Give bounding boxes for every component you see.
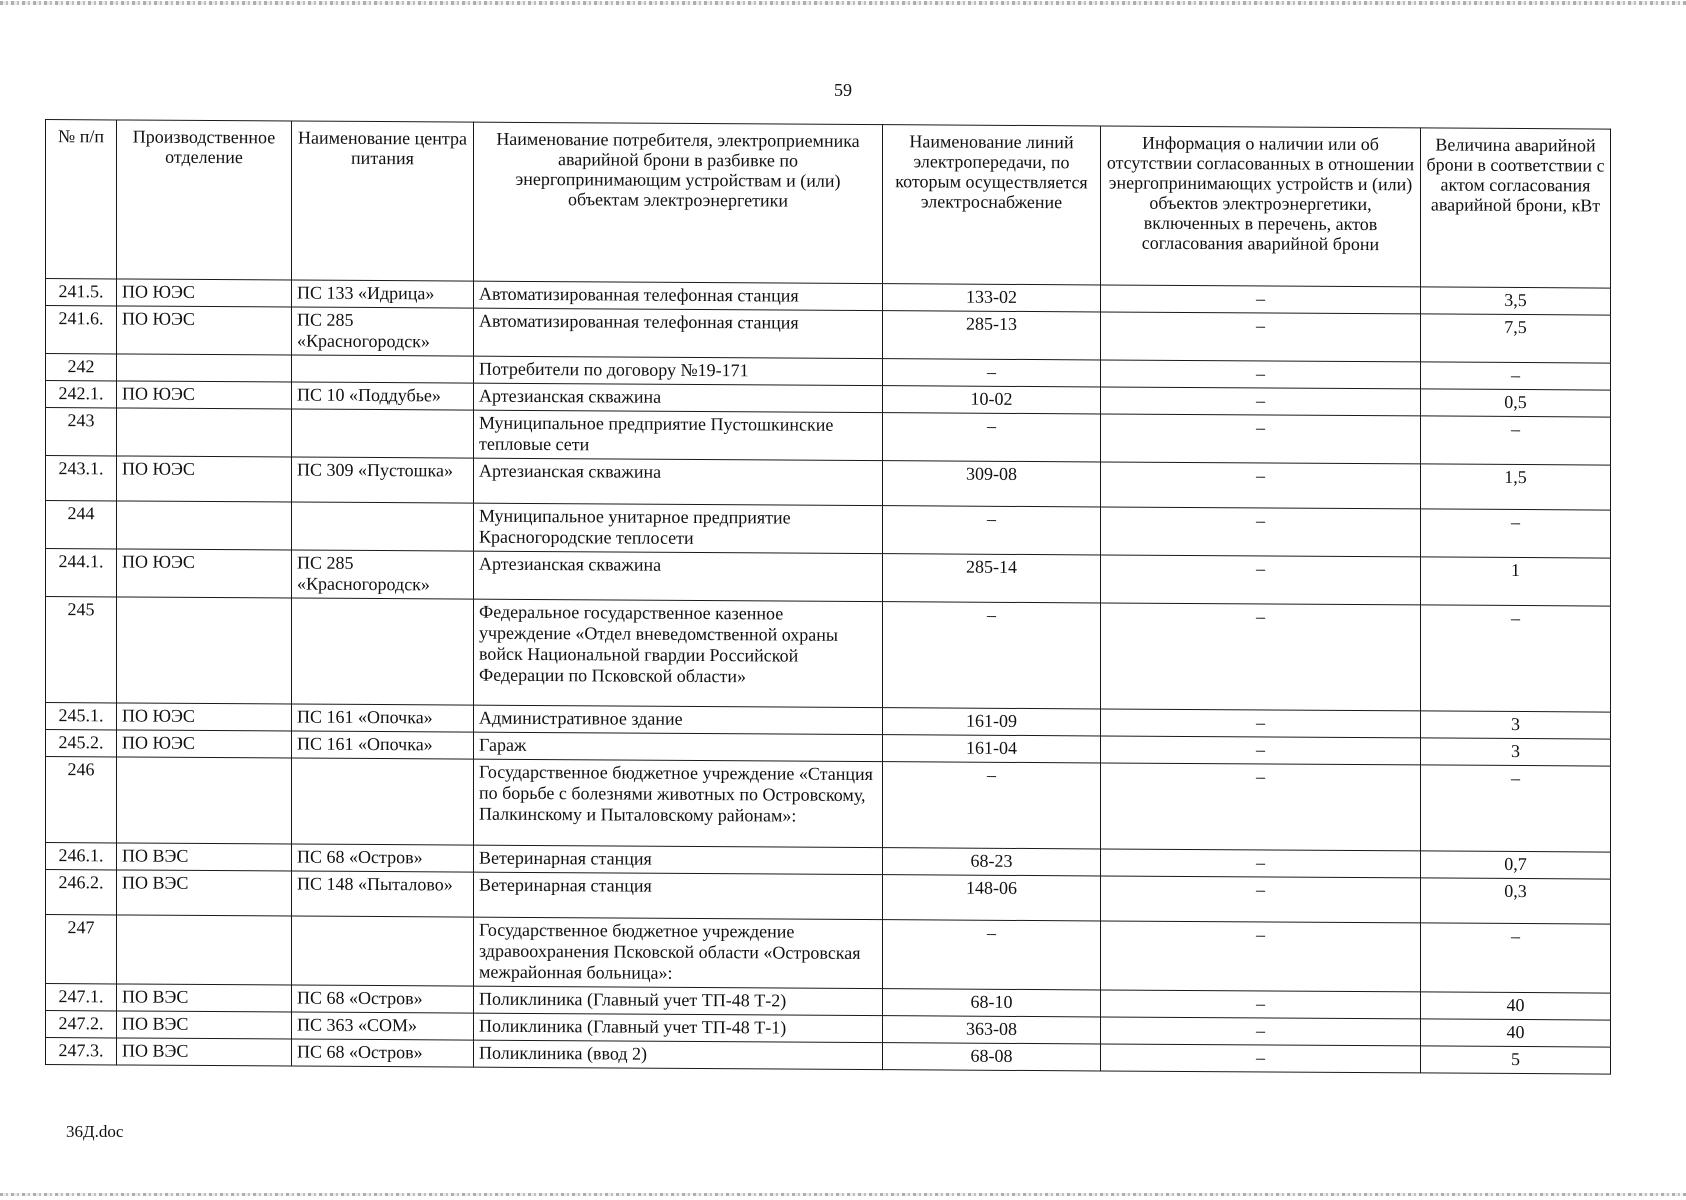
cell-num: 247.3. [46,1038,117,1065]
cell-dept: ПО ЮЭС [117,381,292,409]
cell-consumer: Государственное бюджетное учреждение здравоохранения Псковской области «Островская межрайонная больница»: [474,917,883,988]
cell-dept: ПО ЮЭС [117,703,292,731]
cell-consumer: Автоматизированная телефонная станция [474,308,883,358]
scan-bottom-edge [0,1193,1686,1196]
header-consumer: Наименование потребителя, электроприемника аварийной брони в разбивке по энергопринимающим устройствам и (или) объектам электроэнергетики [474,122,883,283]
cell-kw: 7,5 [1421,314,1611,363]
cell-consumer: Муниципальное унитарное предприятие Красногородские теплосети [474,503,883,553]
cell-center [292,598,474,705]
cell-info: – [1101,360,1421,389]
cell-dept [117,501,292,550]
cell-consumer: Поликлиника (Главный учет ТП-48 Т-1) [474,1013,883,1042]
cell-dept: ПО ВЭС [117,1011,292,1039]
cell-num: 241.5. [46,279,117,306]
cell-info: – [1101,709,1421,738]
cell-consumer: Муниципальное предприятие Пустошкинские тепловые сети [474,410,883,460]
cell-line: – [883,602,1101,709]
cell-center: ПС 68 «Остров» [292,985,474,1013]
cell-num: 242 [46,354,117,381]
cell-kw: 40 [1421,1019,1611,1047]
cell-center [292,355,474,383]
cell-num: 243 [46,408,117,456]
cell-info: – [1101,921,1421,992]
cell-dept: ПО ВЭС [117,1038,292,1066]
cell-consumer: Поликлиника (Главный учет ТП-48 Т-2) [474,986,883,1015]
cell-dept: ПО ВЭС [117,984,292,1012]
cell-center: ПС 68 «Остров» [292,1039,474,1067]
cell-consumer: Потребители по договору №19-171 [474,356,883,385]
cell-line: 363-08 [883,1016,1101,1044]
cell-num: 246.2. [46,870,117,915]
cell-info: – [1101,876,1421,923]
cell-kw: 3,5 [1421,287,1611,315]
cell-num: 244.1. [46,549,117,597]
cell-line: – [883,413,1101,462]
cell-consumer: Артезианская скважина [474,458,883,505]
cell-line: – [883,506,1101,555]
cell-dept [117,915,292,985]
cell-center: ПС 148 «Пыталово» [292,871,474,917]
cell-line: 309-08 [883,461,1101,507]
cell-center: ПС 285 «Красногородск» [292,307,474,356]
page-number: 59 [834,80,852,100]
cell-line: – [883,359,1101,387]
cell-kw: – [1421,923,1611,993]
cell-kw: 0,5 [1421,389,1611,417]
cell-num: 246.1. [46,843,117,870]
scan-top-edge [0,1,1686,5]
cell-info: – [1101,414,1421,464]
cell-info: – [1101,462,1421,509]
footer-filename: 36Д.doc [66,1122,124,1141]
cell-center [292,409,474,458]
cell-info: – [1101,387,1421,416]
table-row [46,757,1611,853]
cell-line: 68-08 [883,1043,1101,1071]
cell-num: 247 [46,915,117,984]
cell-dept: ПО ЮЭС [117,279,292,307]
cell-num: 247.1. [46,984,117,1011]
cell-center [292,758,474,845]
cell-consumer: Поликлиника (ввод 2) [474,1040,883,1069]
cell-kw: 1,5 [1421,464,1611,510]
cell-num: 243.1. [46,456,117,501]
cell-consumer: Гараж [474,732,883,761]
cell-center [292,916,474,986]
cell-kw: 0,3 [1421,878,1611,924]
header-num: № п/п [46,120,117,279]
cell-consumer: Федеральное государственное казенное учреждение «Отдел вневедомственной охраны войск Национальной гвардии Российской Федерации по Псковской области» [474,599,883,707]
cell-center [292,502,474,551]
cell-consumer: Автоматизированная телефонная станция [474,281,883,310]
cell-kw: – [1421,765,1611,852]
cell-line: 161-04 [883,735,1101,763]
cell-line: 148-06 [883,875,1101,921]
cell-info: – [1101,285,1421,314]
header-kw: Величина аварийной брони в соответствии с актом согласования аварийной брони, кВт [1421,128,1611,288]
cell-num: 244 [46,501,117,549]
cell-info: – [1101,555,1421,605]
table-body [46,279,1611,1075]
cell-info: – [1101,312,1421,362]
cell-num: 246 [46,757,117,843]
cell-line: 68-23 [883,848,1101,876]
emergency-reserve-table [45,119,1611,1075]
cell-kw: – [1421,605,1611,712]
cell-center: ПС 161 «Опочка» [292,731,474,759]
cell-consumer: Государственное бюджетное учреждение «Станция по борьбе с болезнями животных по Островскому, Палкинскому и Пыталовскому районам»: [474,759,883,847]
cell-center: ПС 161 «Опочка» [292,704,474,732]
cell-line: 285-14 [883,554,1101,603]
cell-line: 10-02 [883,386,1101,414]
cell-line: 133-02 [883,284,1101,312]
cell-center: ПС 133 «Идрица» [292,280,474,308]
table-header [46,120,1611,289]
cell-info: – [1101,507,1421,557]
cell-dept: ПО ВЭС [117,843,292,871]
cell-dept [117,597,292,704]
cell-line: – [883,920,1101,990]
cell-dept: ПО ЮЭС [117,730,292,758]
cell-kw: 5 [1421,1046,1611,1074]
cell-dept: ПО ВЭС [117,870,292,916]
cell-kw: 1 [1421,557,1611,606]
cell-consumer: Артезианская скважина [474,383,883,412]
header-line: Наименование линий электропередачи, по которым осуществляется электроснабжение [883,125,1101,285]
header-info: Информация о наличии или об отсутствии согласованных в отношении энергопринимающих устройств и (или) объектов электроэнергетики, включенных в перечень, актов согласования аварийной брони [1101,126,1421,287]
cell-num: 241.6. [46,306,117,354]
header-row [46,120,1611,289]
cell-info: – [1101,736,1421,765]
cell-kw: – [1421,362,1611,390]
cell-consumer: Ветеринарная станция [474,845,883,874]
cell-info: – [1101,603,1421,711]
cell-line: 285-13 [883,311,1101,360]
cell-dept: ПО ЮЭС [117,456,292,502]
cell-info: – [1101,1017,1421,1046]
cell-dept [117,354,292,382]
cell-kw: – [1421,509,1611,558]
cell-info: – [1101,763,1421,851]
cell-kw: 3 [1421,738,1611,766]
table-row [46,597,1611,713]
cell-info: – [1101,990,1421,1019]
table-row [46,915,1611,994]
cell-consumer: Артезианская скважина [474,551,883,601]
cell-num: 245.1. [46,703,117,730]
cell-line: 68-10 [883,989,1101,1017]
cell-dept [117,408,292,457]
cell-center: ПС 10 «Поддубье» [292,382,474,410]
header-dept: Производственное отделение [117,120,292,280]
cell-kw: 0,7 [1421,851,1611,879]
cell-num: 247.2. [46,1011,117,1038]
cell-line: – [883,762,1101,849]
cell-center: ПС 68 «Остров» [292,844,474,872]
header-center: Наименование центра питания [292,121,474,281]
cell-kw: – [1421,416,1611,465]
cell-consumer: Административное здание [474,705,883,734]
cell-center: ПС 309 «Пустошка» [292,457,474,503]
cell-info: – [1101,849,1421,878]
cell-info: – [1101,1044,1421,1073]
cell-center: ПС 363 «СОМ» [292,1012,474,1040]
cell-line: 161-09 [883,708,1101,736]
cell-num: 245 [46,597,117,703]
cell-kw: 3 [1421,711,1611,739]
cell-num: 245.2. [46,730,117,757]
cell-dept [117,757,292,844]
cell-dept: ПО ЮЭС [117,306,292,355]
cell-num: 242.1. [46,381,117,408]
cell-kw: 40 [1421,992,1611,1020]
cell-center: ПС 285 «Красногородск» [292,550,474,599]
cell-dept: ПО ЮЭС [117,549,292,598]
cell-consumer: Ветеринарная станция [474,872,883,919]
